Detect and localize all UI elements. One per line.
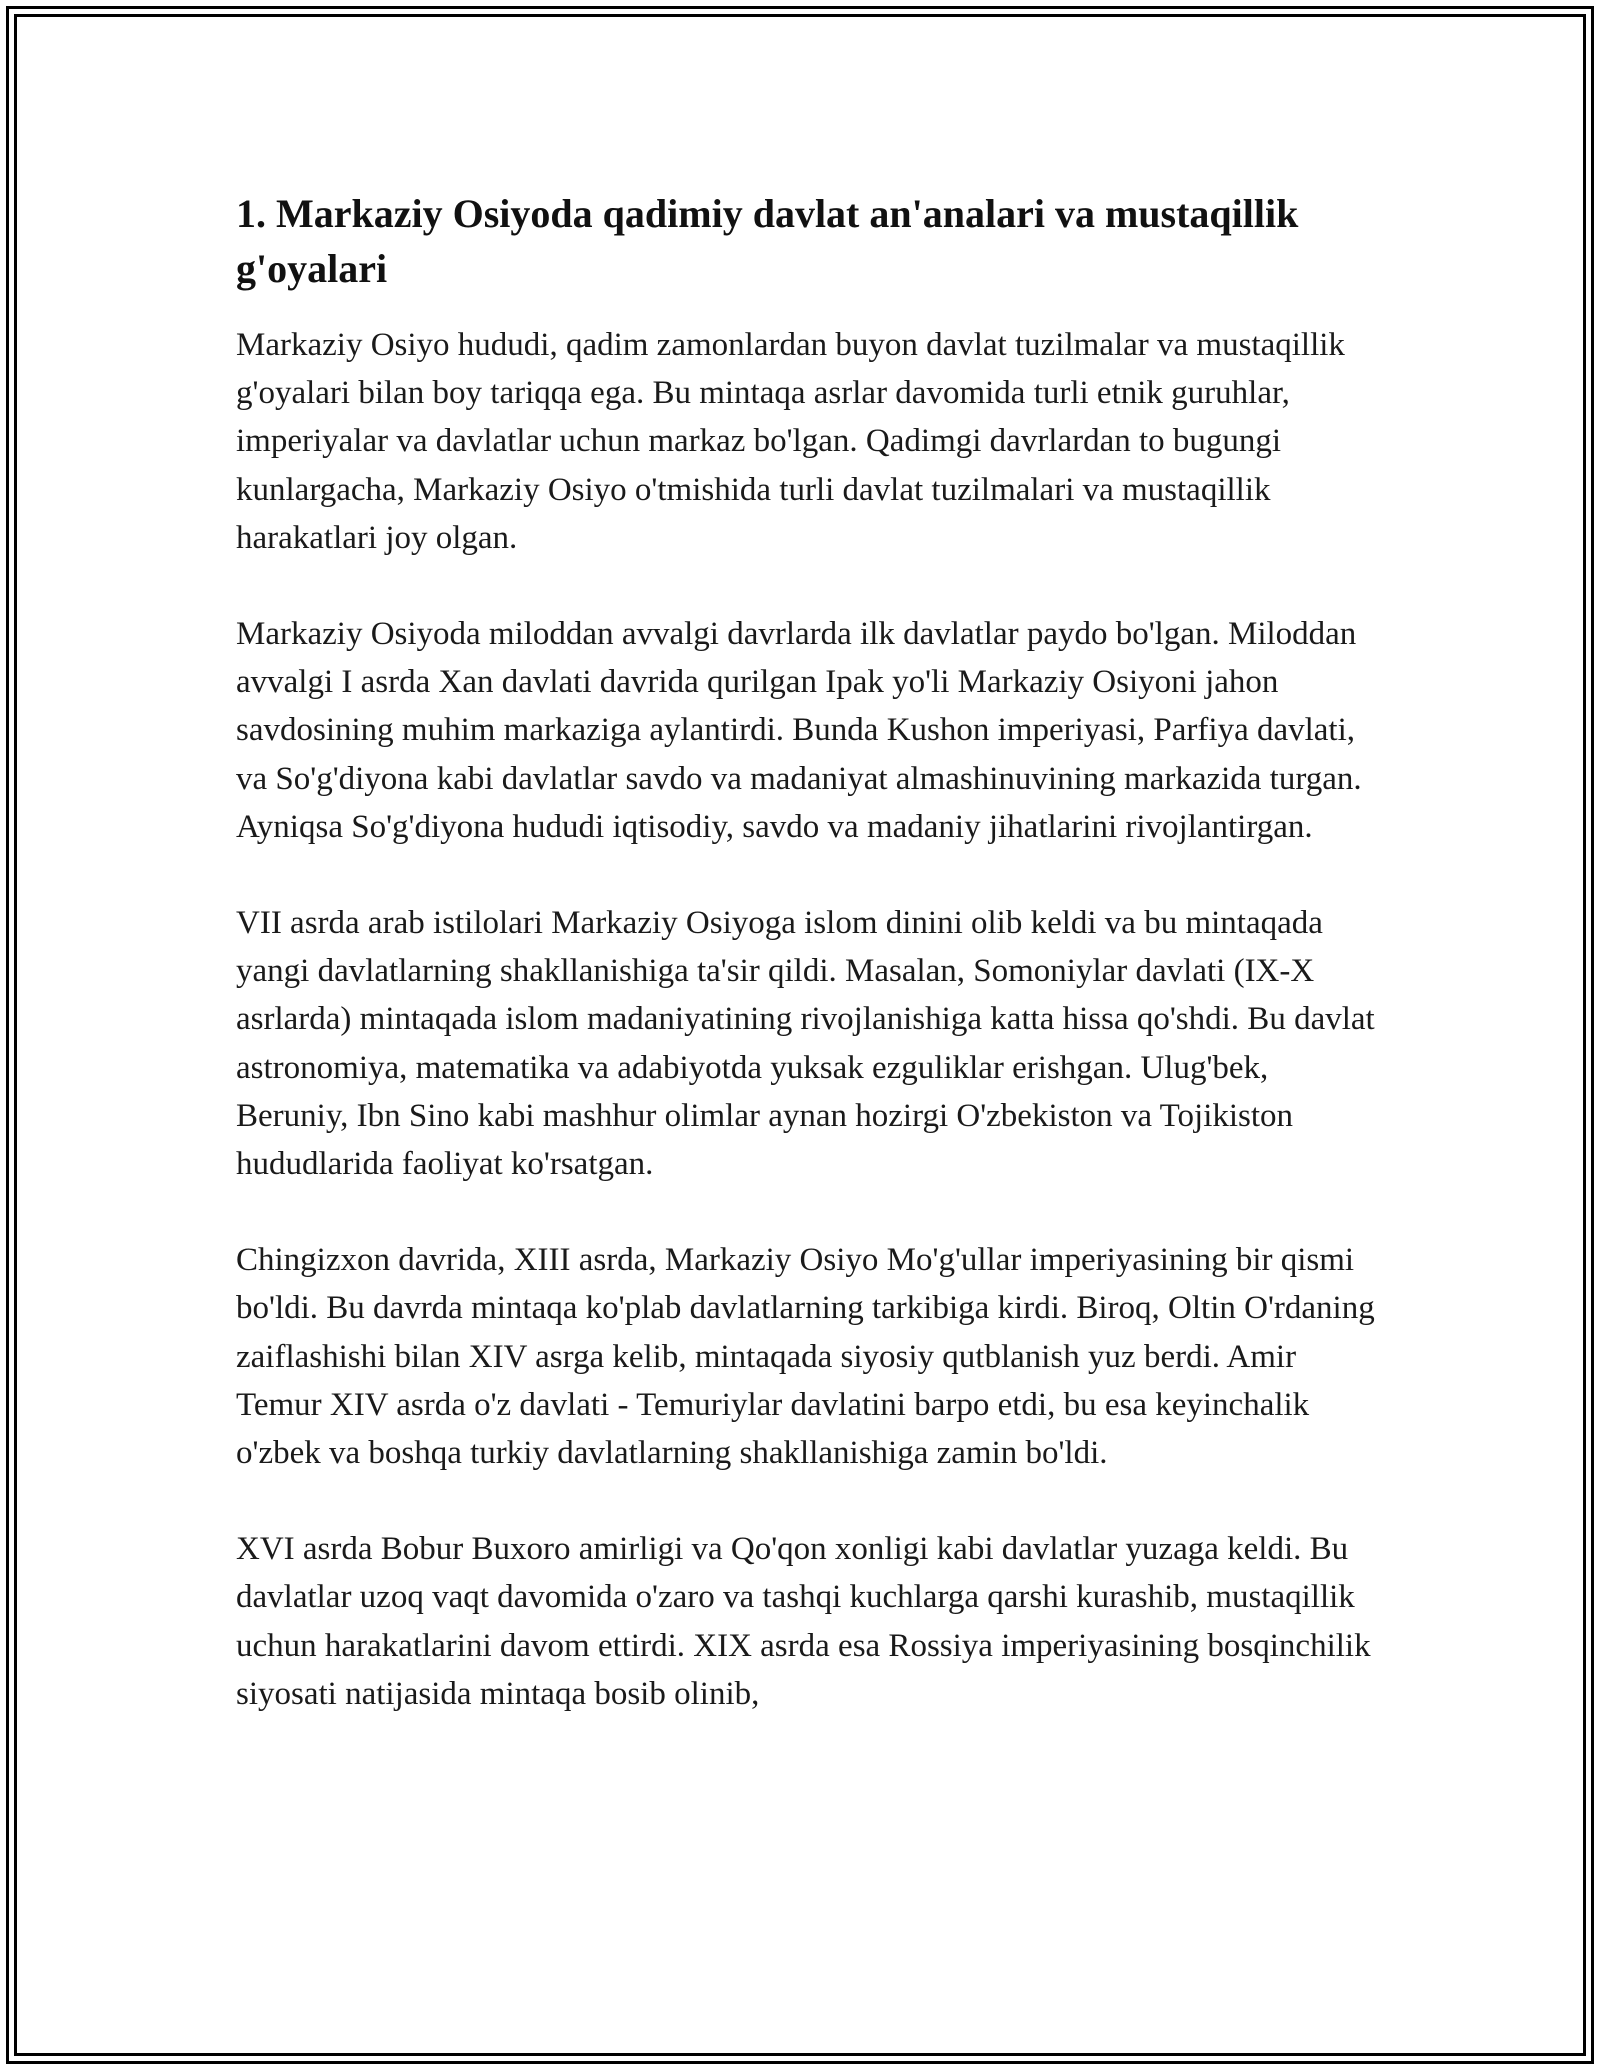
section-title: 1. Markaziy Osiyoda qadimiy davlat an'analari va mustaqillik g'oyalari (236, 191, 1299, 291)
paragraph-3: VII asrda arab istilolari Markaziy Osiyoga islom dinini olib keldi va bu mintaqada yangi davlatlarning shakllanishiga ta'sir qildi. Masalan, Somoniylar davlati (IX-X asrlarda) mintaqada islom madaniyatining rivojlanishiga katta hissa qo'shdi. Bu davlat astronomiya, matematika va adabiyotda yuksak ezguliklar erishgan. Ulug'bek, Beruniy, Ibn Sino kabi mashhur olimlar aynan hozirgi O'zbekiston va Tojikiston hududlarida faoliyat ko'rsatgan. (236, 905, 1375, 1183)
paragraph-1: Markaziy Osiyo hududi, qadim zamonlardan buyon davlat tuzilmalar va mustaqillik g'oyalari bilan boy tariqqa ega. Bu mintaqa asrlar davomida turli etnik guruhlar, imperiyalar va davlatlar uchun markaz bo'lgan. Qadimgi davrlardan to bugungi kunlargacha, Markaziy Osiyo o'tmishida turli davlat tuzilmalari va mustaqillik harakatlari joy olgan. (236, 327, 1345, 556)
paragraph-5: XVI asrda Bobur Buxoro amirligi va Qo'qon xonligi kabi davlatlar yuzaga keldi. Bu davlatlar uzoq vaqt davomida o'zaro va tashqi kuchlarga qarshi kurashib, mustaqillik uchun harakatlarini davom ettirdi. XIX asrda esa Rossiya imperiyasining bosqinchilik siyosati natijasida mintaqa bosib olinib, (236, 1531, 1371, 1712)
document-body (236, 186, 1376, 1766)
paragraph-2: Markaziy Osiyoda miloddan avvalgi davrlarda ilk davlatlar paydo bo'lgan. Miloddan avvalgi I asrda Xan davlati davrida qurilgan Ipak yo'li Markaziy Osiyoni jahon savdosining muhim markaziga aylantirdi. Bunda Kushon imperiyasi, Parfiya davlati, va So'g'diyona kabi davlatlar savdo va madaniyat almashinuvining markazida turgan. Ayniqsa So'g'diyona hududi iqtisodiy, savdo va madaniy jihatlarini rivojlantirgan. (236, 616, 1362, 845)
paragraph-4: Chingizxon davrida, XIII asrda, Markaziy Osiyo Mo'g'ullar imperiyasining bir qismi bo'ldi. Bu davrda mintaqa ko'plab davlatlarning tarkibiga kirdi. Biroq, Oltin O'rdaning zaiflashishi bilan XIV asrga kelib, mintaqada siyosiy qutblanish yuz berdi. Amir Temur XIV asrda o'z davlati - Temuriylar davlatini barpo etdi, bu esa keyinchalik o'zbek va boshqa turkiy davlatlarning shakllanishiga zamin bo'ldi. (236, 1242, 1375, 1472)
